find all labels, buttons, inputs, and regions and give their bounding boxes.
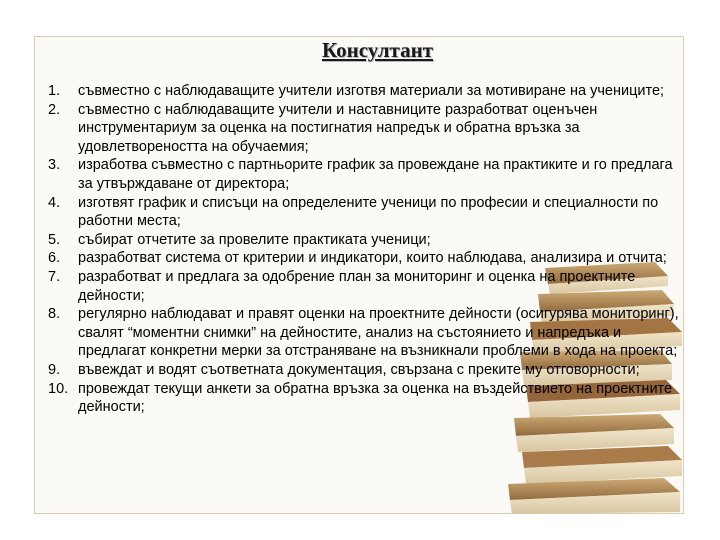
responsibilities-list [36, 82, 691, 417]
list-item: 5. събират отчетите за провелите практиката ученици; [48, 231, 431, 248]
list-item: 1. съвместно с наблюдаващите учители изготвя материали за мотивиране на учениците; [48, 83, 665, 99]
list-item: 4. изготвят график и списъци на определените ученици по професии и специалности по работни места; [48, 194, 659, 230]
list-item: 8. регулярно наблюдават и правят оценки на проектните дейности (осигурява мониторинг), свалят “моментни снимки” на дейностите, анализ на състоянието и напредъка и предлагат конкретни мерки за отстраняване на възникнали проблеми в хода на проекта; [48, 306, 679, 360]
list-item: 2. съвместно с наблюдаващите учители и наставниците разработват оценъчен инструментариум за оценка на постигнатия напредък и обратна връзка за удовлетвореността на обучаемия; [48, 101, 598, 155]
slide-title: Консултант [321, 38, 434, 62]
list-item: 7. разработват и предлага за одобрение план за мониторинг и оценка на проектните дейности; [48, 268, 636, 304]
list-item: 6. разработват система от критерии и индикатори, които наблюдава, анализира и отчита; [48, 250, 667, 267]
list-item: 3. изработва съвместно с партньорите график за провеждане на практиките и го предлага за утвърждаване от директора; [48, 157, 673, 192]
list-item: 10. провеждат текущи анкети за обратна връзка за оценка на въздействието на проектните дейности; [48, 380, 673, 416]
list-item: 9. въвеждат и водят съответната документация, свързана с преките му отговорности; [48, 361, 640, 378]
